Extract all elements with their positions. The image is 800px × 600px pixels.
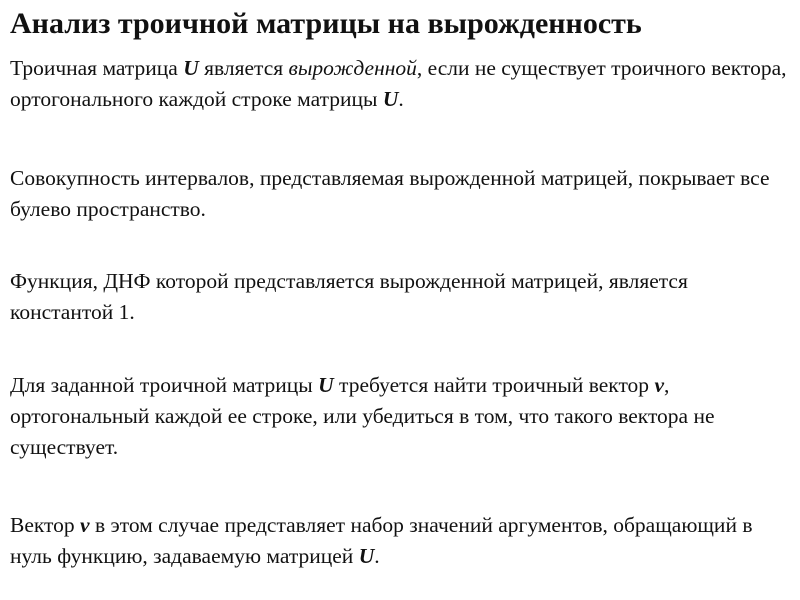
matrix-symbol-u: U <box>318 373 334 397</box>
matrix-symbol-u: U <box>358 544 375 568</box>
paragraph-degenerate-definition <box>10 53 795 115</box>
text-run: требуется найти троичный вектор <box>333 373 655 397</box>
term-degenerate: вырожденной <box>288 56 417 80</box>
paragraph-interval-coverage: Совокупность интервалов, представляемая вырожденной матрицей, покрывает все булево пространство. <box>10 166 770 221</box>
slide-title: Анализ троичной матрицы на вырожденность <box>10 7 642 40</box>
paragraph-vector-meaning <box>10 510 795 572</box>
text-run: является <box>198 56 289 80</box>
text-run: Вектор <box>10 513 81 537</box>
matrix-symbol-u: U <box>183 56 199 80</box>
matrix-symbol-u: U <box>382 87 399 111</box>
vector-symbol-v: v <box>80 513 90 537</box>
vector-symbol-v: v <box>654 373 664 397</box>
text-run: Для заданной троичной матрицы <box>10 373 319 397</box>
text-run: , если не существует троичного вектора, ортогонального каждой строке матрицы <box>10 56 787 111</box>
text-run: . <box>374 544 380 568</box>
text-run: . <box>398 87 404 111</box>
paragraph-constant-function: Функция, ДНФ которой представляется вырожденной матрицей, является константой 1. <box>10 269 688 324</box>
text-run: в этом случае представляет набор значений аргументов, обращающий в нуль функцию, задаваемую матрицей <box>10 513 753 568</box>
text-run: , ортогональный каждой ее строке, или убедиться в том, что такого вектора не существует. <box>10 373 715 459</box>
text-run: Троичная матрица <box>10 56 184 80</box>
paragraph-task-statement <box>10 370 795 463</box>
